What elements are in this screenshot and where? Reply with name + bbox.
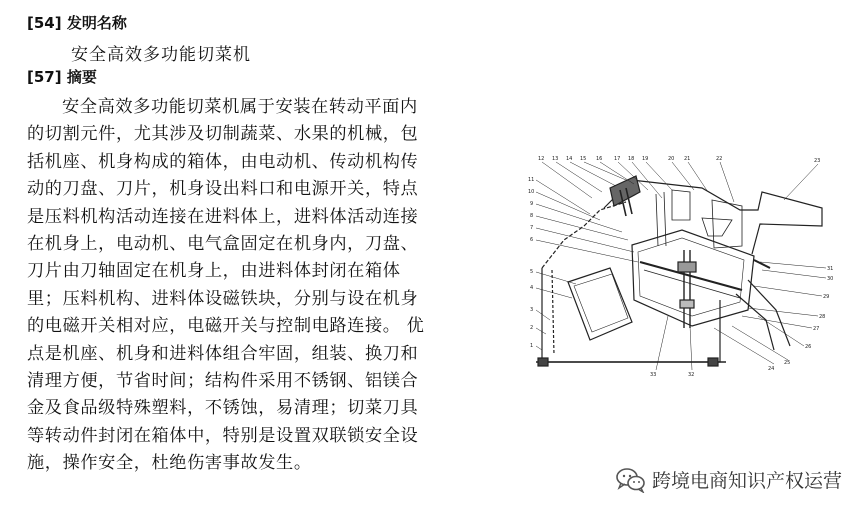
abstract-line: 清理方便，节省时间；结构件采用不锈钢、铝镁合 [27, 371, 419, 392]
invention-field-label: 发明名称 [66, 14, 127, 32]
abstract-line: 点是机座、机身和进料体组合牢固，组装、换刀和 [27, 343, 419, 364]
invention-field-code: [54] [27, 14, 62, 32]
figure-label: 10 [528, 189, 535, 195]
figure-label: 7 [530, 225, 534, 231]
abstract-line: 里；压料机构、进料体设磁铁块，分别与设在机身 [27, 288, 419, 309]
figure-label: 2 [530, 325, 534, 331]
figure-label: 27 [813, 326, 820, 332]
outlet-chute [736, 280, 790, 350]
watermark-text: 跨境电商知识产权运营 [651, 470, 842, 492]
watermark [616, 466, 842, 493]
abstract-line: 是压料机构活动连接在进料体上，进料体活动连接 [27, 206, 419, 227]
machine-body [542, 202, 626, 268]
abstract-line: 等转动件封闭在箱体中，特别是设置双联锁安全设 [27, 425, 419, 446]
abstract-line: 的切割元件，尤其涉及切制蔬菜、水果的机械，包 [27, 124, 419, 145]
figure-label: 13 [552, 156, 559, 162]
abstract-heading [27, 66, 97, 87]
figure-label: 32 [688, 372, 695, 378]
invention-title: 安全高效多功能切菜机 [71, 45, 251, 65]
figure-label: 20 [668, 156, 675, 162]
figure-label: 25 [784, 360, 791, 366]
abstract-line: 安全高效多功能切菜机属于安装在转动平面内 [62, 97, 418, 117]
figure-label: 14 [566, 156, 573, 162]
figure-label: 1 [530, 343, 534, 349]
figure-label: 31 [827, 266, 834, 272]
abstract-line: 的电磁开关相对应，电磁开关与控制电路连接。 优 [27, 316, 425, 337]
abstract-field-code: [57] [27, 68, 62, 86]
abstract-line: 施，操作安全，杜绝伤害事故发生。 [27, 453, 312, 474]
abstract-line: 在机身上，电动机、电气盒固定在机身内，刀盘、 [27, 234, 419, 255]
figure-label: 11 [528, 177, 535, 183]
figure-label: 4 [530, 285, 534, 291]
patent-drawing [522, 150, 847, 380]
abstract-field-label: 摘要 [66, 68, 97, 86]
figure-label: 9 [530, 201, 534, 207]
wechat-icon [616, 467, 646, 493]
figure-label: 21 [684, 156, 691, 162]
figure-label: 30 [827, 276, 834, 282]
figure-label: 15 [580, 156, 587, 162]
figure-label: 26 [805, 344, 812, 350]
abstract-line: 金及食品级特殊塑料，不锈蚀，易清理；切菜刀具 [27, 398, 419, 419]
abstract-line: 动的刀盘、刀片，机身设出料口和电源开关，特点 [27, 179, 419, 200]
figure-label: 17 [614, 156, 621, 162]
figure-label: 19 [642, 156, 649, 162]
figure-label: 16 [596, 156, 603, 162]
figure-label: 18 [628, 156, 635, 162]
figure-label: 22 [716, 156, 723, 162]
figure-label: 3 [530, 307, 534, 313]
figure-label: 5 [530, 269, 534, 275]
abstract-text [27, 94, 477, 478]
figure-label: 24 [768, 366, 775, 372]
figure-label: 23 [814, 158, 821, 164]
figure-label: 8 [530, 213, 534, 219]
invention-name-heading [27, 12, 127, 33]
figure-label: 29 [823, 294, 830, 300]
figure-label: 33 [650, 372, 657, 378]
abstract-line: 刀片由刀轴固定在机身上，由进料体封闭在箱体 [27, 261, 401, 282]
figure-label: 28 [819, 314, 826, 320]
pressing-mechanism [610, 176, 640, 206]
abstract-line: 括机座、机身构成的箱体，由电动机、传动机构传 [27, 151, 419, 172]
cutter-housing [632, 230, 754, 326]
figure-label: 6 [530, 237, 534, 243]
figure-label: 12 [538, 156, 545, 162]
